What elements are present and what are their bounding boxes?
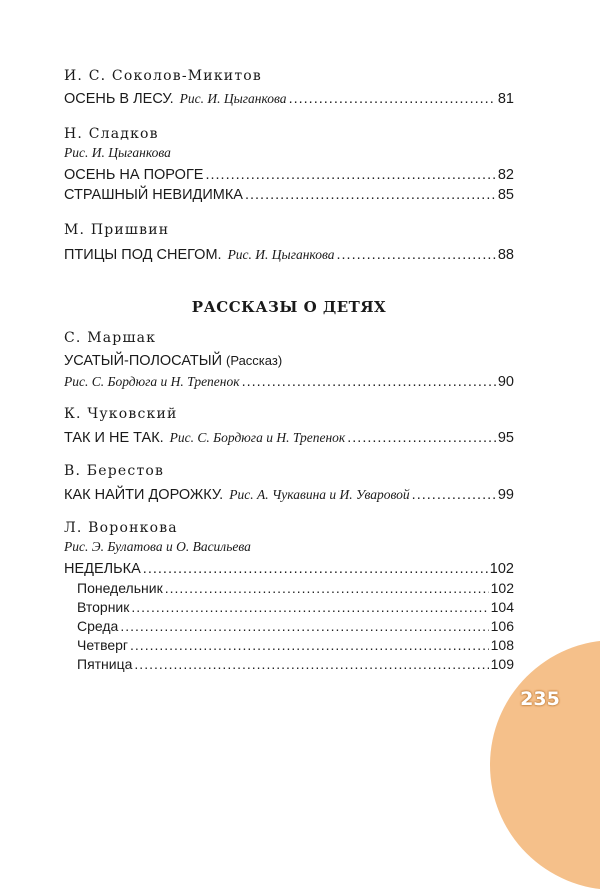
page-ref: 88 <box>497 247 514 263</box>
toc-entry[interactable] <box>64 485 514 505</box>
dot-leader <box>242 372 496 392</box>
toc-entry[interactable] <box>64 559 514 579</box>
page-ref: 104 <box>490 599 514 615</box>
author-name: К. Чуковский <box>64 406 178 422</box>
toc-entry[interactable] <box>64 165 514 185</box>
dot-leader <box>412 485 496 505</box>
dot-leader <box>131 598 488 617</box>
illustrator-credit: Рис. Э. Булатова и О. Васильева <box>64 539 251 554</box>
entry-title: УСАТЫЙ-ПОЛОСАТЫЙ <box>64 353 222 369</box>
dot-leader <box>336 245 495 265</box>
page-ref: 108 <box>490 637 514 653</box>
page-ref: 106 <box>490 618 514 634</box>
author-name: И. С. Соколов-Микитов <box>64 68 262 84</box>
entry-title: ТАК И НЕ ТАК. <box>64 430 164 446</box>
dot-leader <box>347 428 496 448</box>
dot-leader <box>130 636 489 655</box>
toc-section-marshak <box>64 328 514 392</box>
page-ref: 102 <box>490 580 514 596</box>
dot-leader <box>289 89 496 109</box>
entry-title: ОСЕНЬ В ЛЕСУ. <box>64 91 174 107</box>
toc-subentry[interactable] <box>64 655 514 674</box>
subentry-title: Понедельник <box>77 580 163 596</box>
subentry-title: Пятница <box>77 656 133 672</box>
toc-entry-title-line[interactable] <box>64 351 514 371</box>
page-ref: 95 <box>497 430 514 446</box>
dot-leader <box>134 655 488 674</box>
dot-leader <box>120 617 488 636</box>
author-name: Н. Сладков <box>64 126 159 142</box>
entry-title: ПТИЦЫ ПОД СНЕГОМ. <box>64 247 222 263</box>
toc-section-chukovsky <box>64 404 514 448</box>
page-ref: 99 <box>497 487 514 503</box>
dot-leader <box>165 579 489 598</box>
toc-section-berestov <box>64 461 514 505</box>
author-name: С. Маршак <box>64 330 157 346</box>
entry-title: КАК НАЙТИ ДОРОЖКУ. <box>64 487 224 503</box>
subentry-title: Вторник <box>77 599 130 615</box>
toc-subentry[interactable] <box>64 579 514 598</box>
subentry-title: Среда <box>77 618 119 634</box>
illustrator-credit: Рис. И. Цыганкова <box>227 247 335 262</box>
toc-section-voronkova <box>64 518 514 674</box>
page-ref: 109 <box>490 656 514 672</box>
toc-subentry[interactable] <box>64 617 514 636</box>
section-heading: РАССКАЗЫ О ДЕТЯХ <box>191 298 387 316</box>
page-ref: 90 <box>497 374 514 390</box>
toc-entry[interactable] <box>64 372 514 392</box>
subentry-title: Четверг <box>77 637 129 653</box>
page-number: 235 <box>520 688 560 710</box>
illustrator-credit: Рис. С. Бордюга и Н. Трепенок <box>64 374 240 389</box>
toc-entry[interactable] <box>64 245 514 265</box>
page-ref: 82 <box>497 167 514 183</box>
illustrator-credit: Рис. А. Чукавина и И. Уваровой <box>229 487 410 502</box>
toc-entry[interactable] <box>64 428 514 448</box>
entry-title: СТРАШНЫЙ НЕВИДИМКА <box>64 187 243 203</box>
author-name: М. Пришвин <box>64 222 170 238</box>
toc-page <box>64 0 514 750</box>
illustrator-credit: Рис. И. Цыганкова <box>64 145 171 160</box>
illustrator-credit: Рис. И. Цыганкова <box>179 91 287 106</box>
toc-section-prishvin <box>64 220 514 265</box>
author-name: Л. Воронкова <box>64 520 178 536</box>
dot-leader <box>143 559 488 579</box>
page-ref: 85 <box>497 187 514 203</box>
genre-note: (Рассказ) <box>226 353 283 368</box>
illustrator-credit: Рис. С. Бордюга и Н. Трепенок <box>169 430 346 445</box>
toc-subentry[interactable] <box>64 598 514 617</box>
entry-title: НЕДЕЛЬКА <box>64 561 141 577</box>
dot-leader <box>205 165 495 185</box>
toc-section-sladkov <box>64 124 514 205</box>
author-name: В. Берестов <box>64 463 165 479</box>
toc-entry[interactable] <box>64 185 514 205</box>
toc-entry[interactable] <box>64 89 514 109</box>
toc-section-sokolov <box>64 66 514 109</box>
page-ref: 81 <box>497 91 514 107</box>
page-ref: 102 <box>489 561 514 577</box>
entry-title: ОСЕНЬ НА ПОРОГЕ <box>64 167 204 183</box>
toc-subentry[interactable] <box>64 636 514 655</box>
dot-leader <box>245 185 496 205</box>
